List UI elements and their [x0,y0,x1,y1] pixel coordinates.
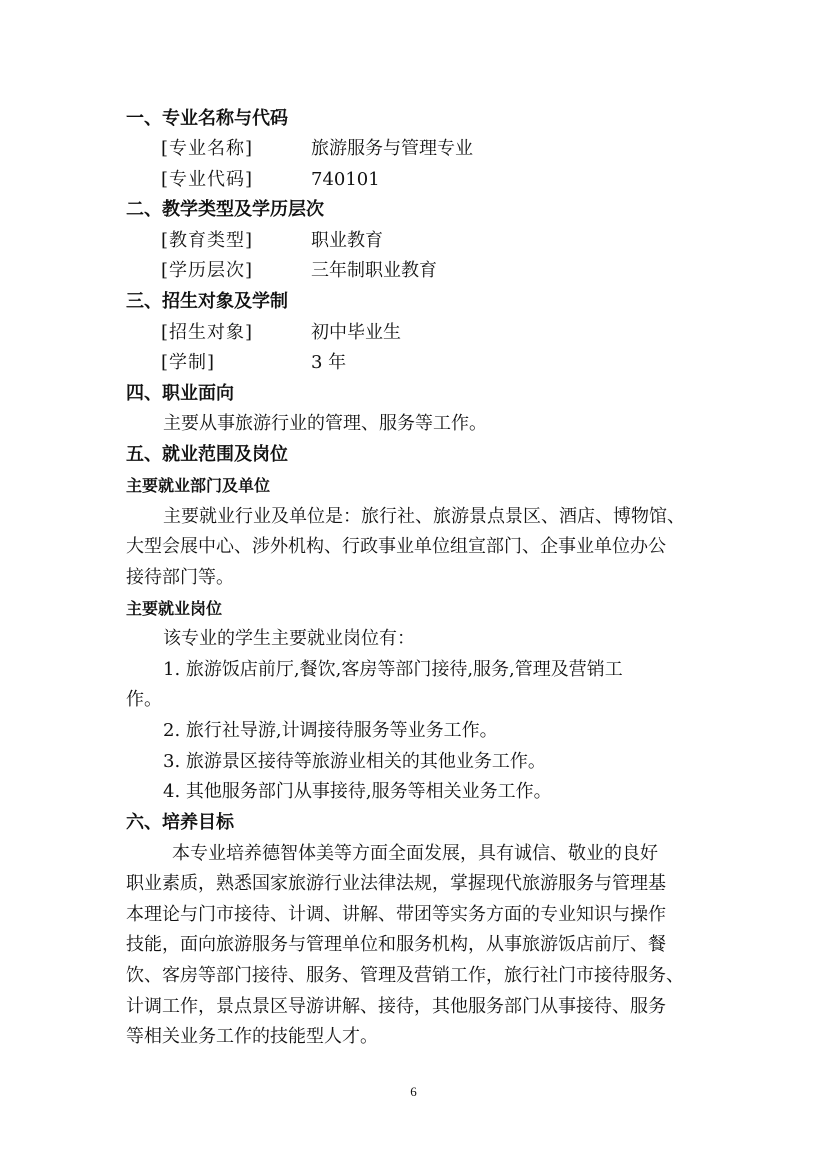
training-goal-line-3: 本理论与门市接待、计调、讲解、带团等实务方面的专业知识与操作 [126,904,666,925]
employment-positions-subheading: 主要就业岗位 [126,599,223,618]
position-item-3: 3. 旅游景区接待等旅游业相关的其他业务工作。 [163,751,546,772]
employment-units-subheading: 主要就业部门及单位 [126,476,271,495]
enrollment-target-value: 初中毕业生 [311,322,401,343]
page-number: 6 [410,1084,417,1099]
positions-intro: 该专业的学生主要就业岗位有： [163,628,415,649]
major-name-value: 旅游服务与管理专业 [311,138,473,159]
section-1-heading: 一、专业名称与代码 [126,108,288,129]
training-goal-line-6: 计调工作，景点景区导游讲解、接待，其他服务部门从事接待、服务 [126,996,666,1017]
section-5-heading: 五、就业范围及岗位 [126,444,288,465]
position-item-1: 1. 旅游饭店前厅,餐饮,客房等部门接待,服务,管理及营销工 [163,659,623,680]
section-4-heading: 四、职业面向 [126,383,234,404]
major-code-value: 740101 [311,169,380,190]
duration-label: [学制] [161,352,216,373]
major-name-label: [专业名称] [161,138,254,159]
training-goal-line-5: 饮、客房等部门接待、服务、管理及营销工作，旅行社门市接待服务、 [126,965,684,986]
education-level-label: [学历层次] [161,260,254,281]
employment-units-line-1: 主要就业行业及单位是：旅行社、旅游景点景区、酒店、博物馆、 [163,506,685,527]
education-type-label: [教育类型] [161,230,254,251]
major-code-label: [专业代码] [161,169,254,190]
position-item-1-continued: 作。 [126,689,162,710]
career-orientation-text: 主要从事旅游行业的管理、服务等工作。 [163,413,487,434]
enrollment-target-label: [招生对象] [161,322,254,343]
duration-value: 3 年 [311,352,347,373]
section-2-heading: 二、教学类型及学历层次 [126,199,324,220]
training-goal-line-4: 技能，面向旅游服务与管理单位和服务机构，从事旅游饭店前厅、餐 [126,934,666,955]
education-level-value: 三年制职业教育 [311,260,437,281]
employment-units-line-2: 大型会展中心、涉外机构、行政事业单位组宣部门、企事业单位办公 [126,536,666,557]
section-6-heading: 六、培养目标 [126,812,234,833]
training-goal-line-2: 职业素质，熟悉国家旅游行业法律法规，掌握现代旅游服务与管理基 [126,873,666,894]
education-type-value: 职业教育 [311,230,383,251]
position-item-4: 4. 其他服务部门从事接待,服务等相关业务工作。 [163,781,552,802]
section-3-heading: 三、招生对象及学制 [126,291,288,312]
employment-units-line-3: 接待部门等。 [126,567,234,588]
training-goal-line-1: 本专业培养德智体美等方面全面发展，具有诚信、敬业的良好 [172,843,658,864]
position-item-2: 2. 旅行社导游,计调接待服务等业务工作。 [163,720,498,741]
training-goal-line-7: 等相关业务工作的技能型人才。 [126,1026,378,1047]
